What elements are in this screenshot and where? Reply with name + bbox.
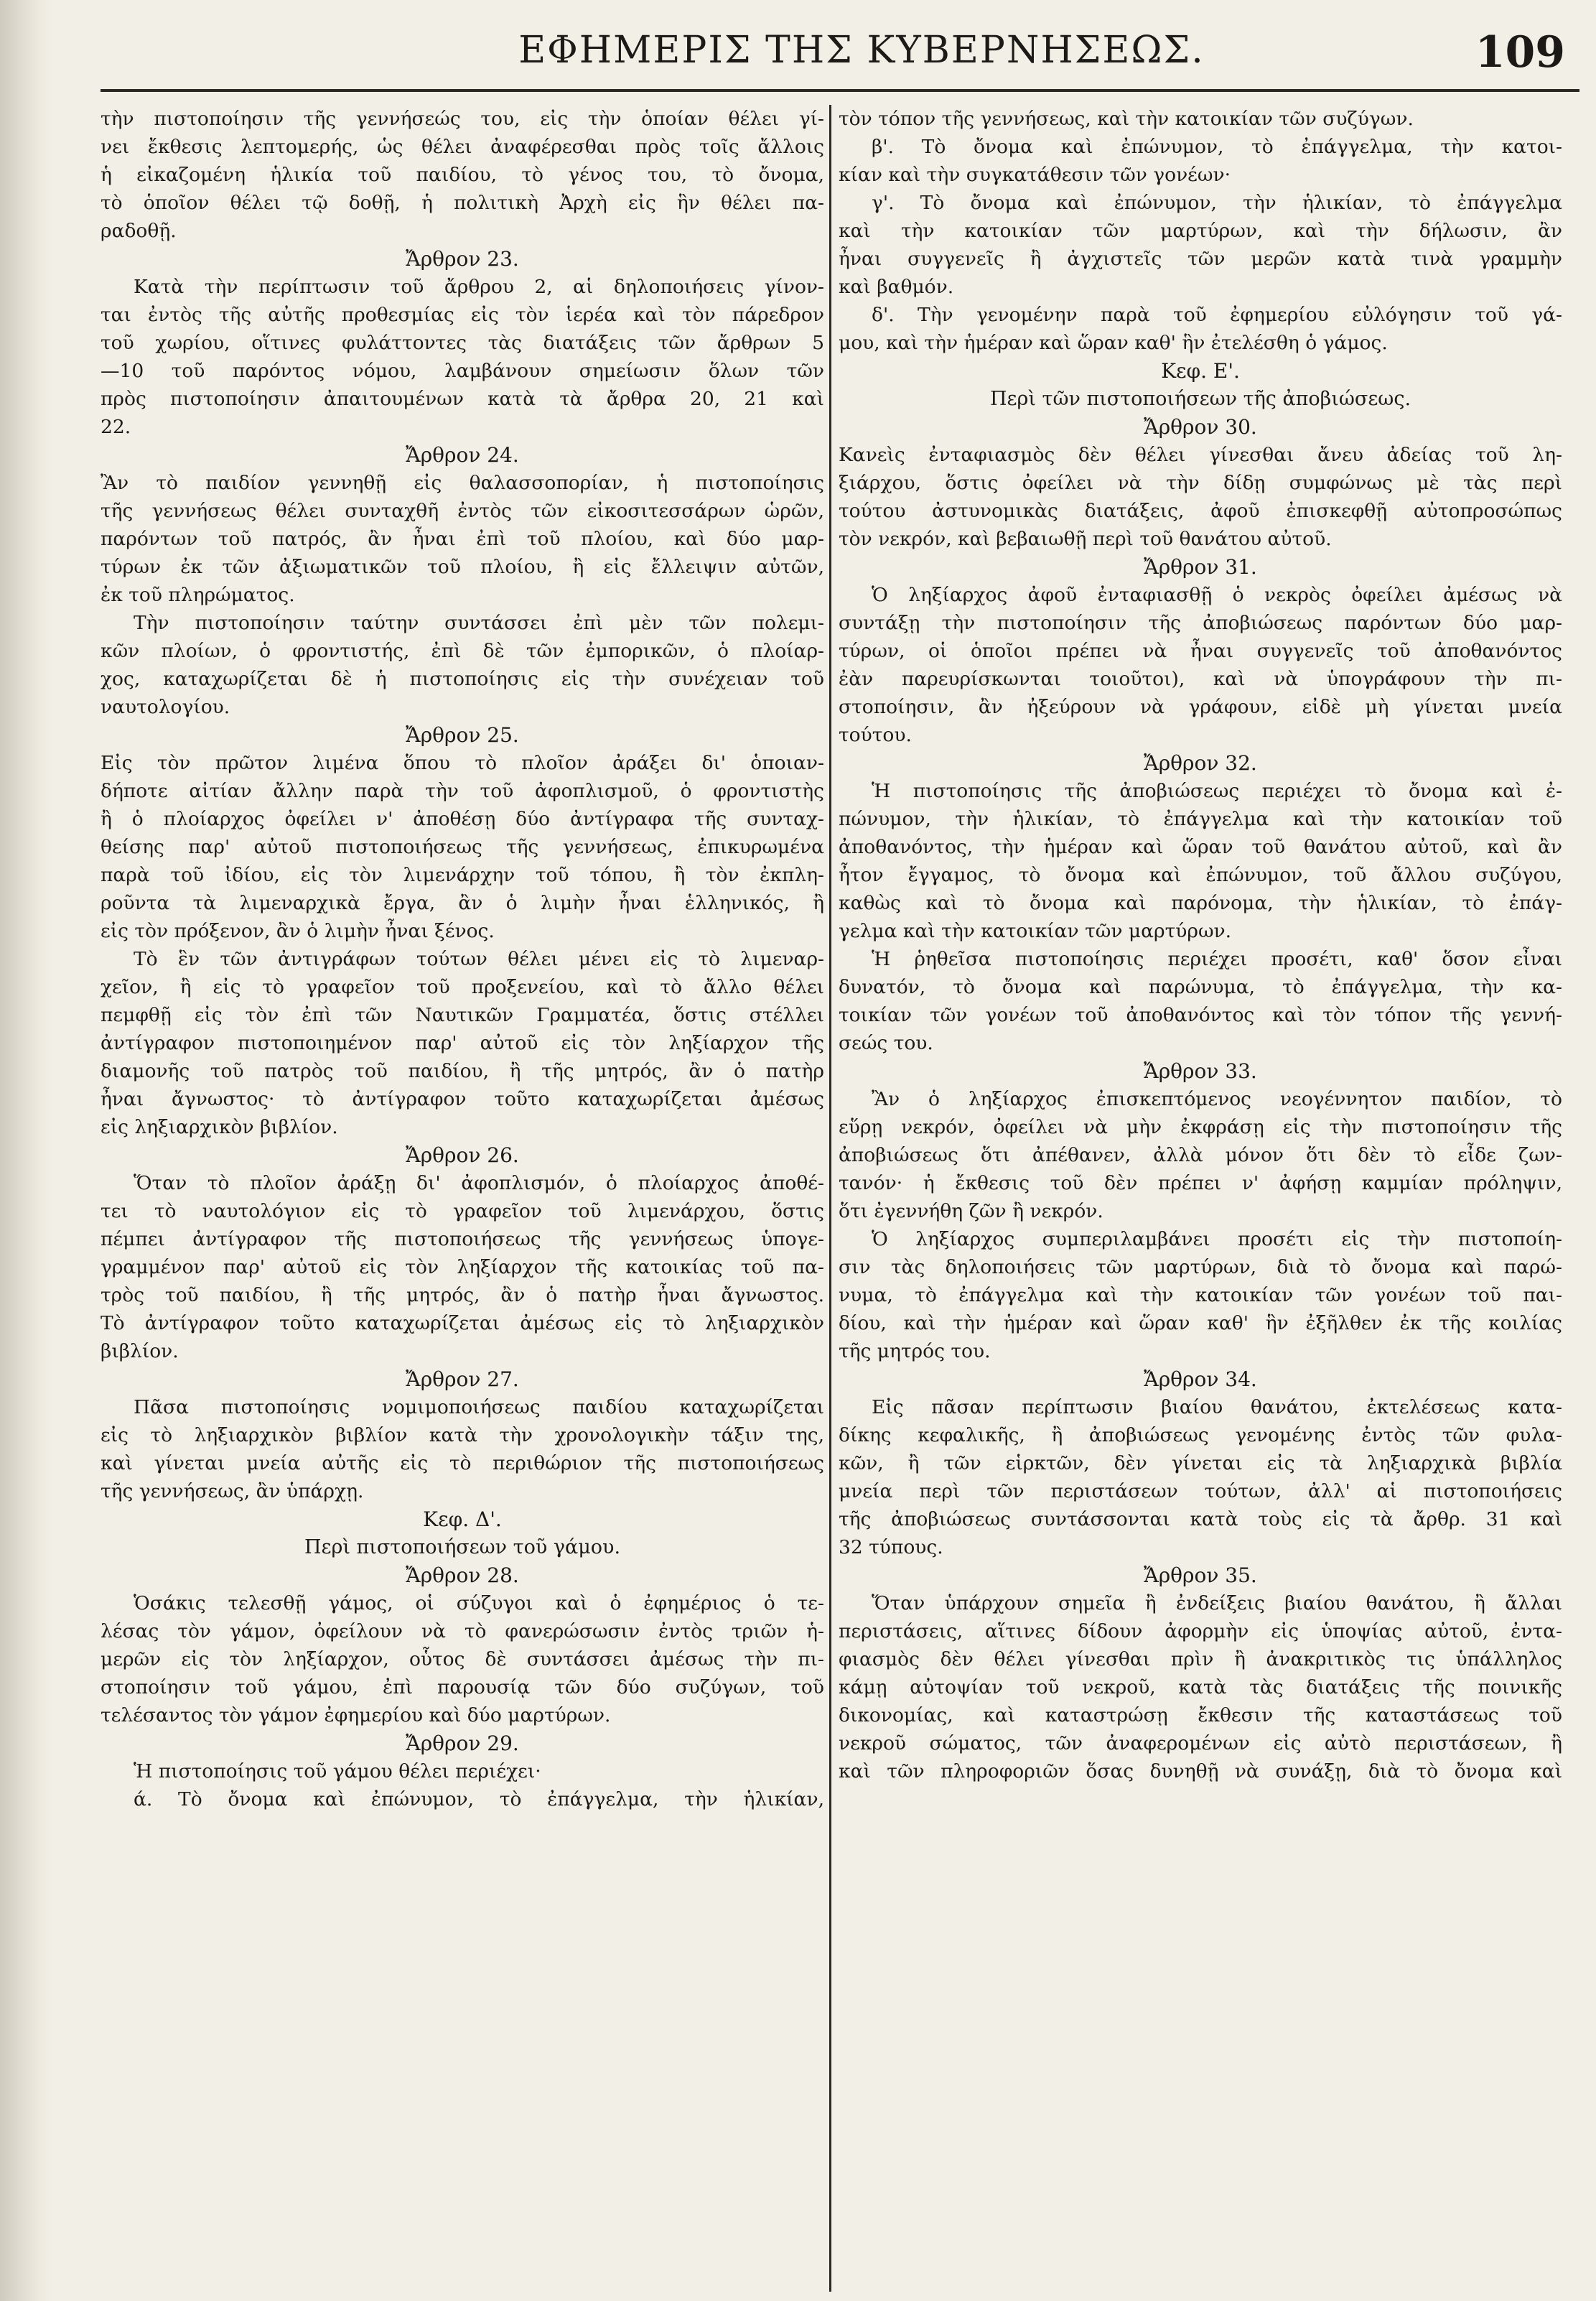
text-line: Ὁ ληξίαρχος συμπεριλαμβάνει προσέτι εἰς τὴν πιστοποίη-: [872, 1228, 1562, 1250]
text-line: γραμμένον παρ' αὐτοῦ εἰς τὸν ληξίαρχον τῆς κατοικίας τοῦ πα-: [101, 1256, 824, 1278]
text-line: Εἰς τὸν πρῶτον λιμένα ὅπου τὸ πλοῖον ἀράξει δι' ὁποιαν-: [101, 752, 824, 774]
text-line: ἢ ὁ πλοίαρχος ὀφείλει ν' ἀποθέσῃ δύο ἀντίγραφα τῆς συνταχ-: [101, 808, 824, 830]
text-line: εἰς τὸν πρόξενον, ἂν ὁ λιμὴν ἦναι ξένος.: [101, 920, 495, 942]
text-line: ἦναι συγγενεῖς ἢ ἀγχιστεῖς τῶν μερῶν κατὰ τινὰ γραμμὴν: [839, 248, 1562, 270]
text-line: δίκης κεφαλικῆς, ἢ ἀποβιώσεως γενομένης ἐντὸς τῶν φυλα-: [839, 1424, 1562, 1446]
section-heading: Κεφ. Ε'.: [1161, 359, 1240, 383]
text-line: τὴν πιστοποίησιν τῆς γεννήσεώς του, εἰς τὴν ὁποίαν θέλει γί-: [101, 108, 824, 130]
section-heading: Ἄρθρον 34.: [1144, 1367, 1257, 1391]
text-line: Ἡ πιστοποίησις τοῦ γάμου θέλει περιέχει·: [134, 1760, 541, 1782]
text-line: νεκροῦ σώματος, τῶν ἀναφερομένων εἰς αὐτὸ περιστάσεων, ἢ: [839, 1732, 1562, 1754]
text-line: φιασμὸς δὲν θέλει γίνεσθαι πρὶν ἢ ἀνακριτικὸς τις ὑπάλληλος: [839, 1648, 1562, 1670]
text-line: Εἰς πᾶσαν περίπτωσιν βιαίου θανάτου, ἐκτελέσεως κατα-: [872, 1396, 1562, 1418]
text-line: τύρων ἐκ τῶν ἀξιωματικῶν τοῦ πλοίου, ἢ εἰς ἔλλειψιν αὐτῶν,: [101, 556, 824, 578]
text-line: διαμονῆς τοῦ πατρὸς τοῦ παιδίου, ἢ τῆς μητρός, ἂν ὁ πατὴρ: [101, 1060, 824, 1082]
text-line: θείσης παρ' αὐτοῦ πιστοποιήσεως τῆς γεννήσεως, ἐπικυρωμένα: [101, 836, 824, 858]
text-line: ἀποβιώσεως ὅτι ἀπέθανεν, ἀλλὰ μόνον ὅτι δὲν τὸ εἶδε ζων-: [839, 1144, 1562, 1166]
text-line: καθὼς καὶ τὸ ὄνομα καὶ παρόνομα, τὴν ἡλικίαν, τὸ ἐπάγ-: [839, 892, 1562, 914]
section-heading: Ἄρθρον 24.: [406, 443, 519, 467]
text-line: Ἡ πιστοποίησις τῆς ἀποβιώσεως περιέχει τὸ ὄνομα καὶ ἐ-: [872, 780, 1562, 802]
text-line: κῶν πλοίων, ὁ φροντιστής, ἐπὶ δὲ τῶν ἐμπορικῶν, ὁ πλοίαρ-: [101, 640, 824, 662]
text-line: σεώς του.: [839, 1032, 933, 1054]
text-line: Ὁ ληξίαρχος ἀφοῦ ἐνταφιασθῇ ὁ νεκρὸς ὀφείλει ἀμέσως νὰ: [872, 584, 1562, 606]
text-line: τῆς ἀποβιώσεως συντάσσονται κατὰ τοὺς εἰς τὰ ἄρθρ. 31 καὶ: [839, 1508, 1562, 1530]
text-line: τῆς γεννήσεως, ἂν ὑπάρχῃ.: [101, 1480, 364, 1502]
text-line: τῆς γεννήσεως θέλει συνταχθῆ ἐντὸς τῶν εἰκοσιτεσσάρων ὡρῶν,: [101, 500, 824, 522]
text-line: συντάξῃ τὴν πιστοποίησιν τῆς ἀποβιώσεως παρόντων δύο μαρ-: [839, 612, 1562, 634]
text-line: τούτου ἀστυνομικὰς διατάξεις, ἀφοῦ ἐπισκεφθῇ αὐτοπροσώπως: [839, 500, 1562, 522]
text-line: καὶ τῶν πληροφοριῶν ὅσας δυνηθῇ νὰ συνάξῃ, διὰ τὸ ὄνομα καὶ: [839, 1760, 1562, 1782]
text-line: καὶ βαθμόν.: [839, 276, 954, 298]
text-line: ά. Τὸ ὄνομα καὶ ἐπώνυμον, τὸ ἐπάγγελμα, τὴν ἡλικίαν,: [134, 1788, 824, 1810]
text-line: ὅτι ἐγεννήθη ζῶν ἢ νεκρόν.: [839, 1200, 1103, 1222]
text-line: Τὸ ἓν τῶν ἀντιγράφων τούτων θέλει μένει εἰς τὸ λιμεναρ-: [134, 948, 824, 970]
text-line: Κανεὶς ἐνταφιασμὸς δὲν θέλει γίνεσθαι ἄνευ ἀδείας τοῦ λη-: [839, 444, 1562, 466]
text-line: τρὸς τοῦ παιδίου, ἢ τῆς μητρός, ἂν ὁ πατὴρ ἦναι ἄγνωστος.: [101, 1284, 824, 1306]
text-line: Ὅταν τὸ πλοῖον ἀράξῃ δι' ἀφοπλισμόν, ὁ πλοίαρχος ἀποθέ-: [134, 1172, 824, 1194]
text-line: τούτου.: [839, 724, 912, 746]
section-heading: Ἄρθρον 26.: [406, 1143, 519, 1167]
text-line: Ὁσάκις τελεσθῇ γάμος, οἱ σύζυγοι καὶ ὁ ἐφημέριος ὁ τε-: [134, 1592, 824, 1614]
text-line: ἐὰν παρευρίσκωνται τοιοῦτοι), καὶ νὰ ὑπογράφουν τὴν πι-: [839, 668, 1562, 690]
section-heading: Ἄρθρον 23.: [406, 247, 519, 271]
chapter-title: Περὶ πιστοποιήσεων τοῦ γάμου.: [304, 1536, 621, 1558]
text-line: ραδοθῇ.: [101, 220, 177, 242]
text-line: τῆς μητρός του.: [839, 1340, 991, 1362]
text-line: τει τὸ ναυτολόγιον εἰς τὸ γραφεῖον τοῦ λιμενάρχου, ὅστις: [101, 1200, 824, 1222]
text-line: τελέσαντος τὸν γάμον ἐφημερίου καὶ δύο μαρτύρων.: [101, 1704, 611, 1726]
text-line: Ἂν ὁ ληξίαρχος ἐπισκεπτόμενος νεογέννητον παιδίον, τὸ: [872, 1088, 1562, 1110]
text-line: κάμῃ αὐτοψίαν τοῦ νεκροῦ, κατὰ τὰς διατάξεις τῆς ποινικῆς: [839, 1676, 1562, 1698]
text-line: στοποίησιν τοῦ γάμου, ἐπὶ παρουσίᾳ τῶν δύο συζύγων, τοῦ: [101, 1676, 824, 1698]
text-line: εἰς ληξιαρχικὸν βιβλίον.: [101, 1116, 338, 1138]
text-line: πέμπει ἀντίγραφον τῆς πιστοποιήσεως τῆς γεννήσεως ὑπογε-: [101, 1228, 824, 1250]
binding-shadow: [0, 0, 53, 2301]
text-line: ἦτον ἔγγαμος, τὸ ὄνομα καὶ ἐπώνυμον, τοῦ ἄλλου συζύγου,: [839, 864, 1562, 886]
text-line: χος, καταχωρίζεται δὲ ἡ πιστοποίησις εἰς τὴν συνέχειαν τοῦ: [101, 668, 824, 690]
section-heading: Ἄρθρον 27.: [406, 1367, 519, 1391]
text-line: κίαν καὶ τὴν συγκατάθεσιν τῶν γονέων·: [839, 164, 1231, 186]
text-line: ἀποθανόντος, τὴν ἡμέραν καὶ ὥραν τοῦ θανάτου αὐτοῦ, καὶ ἂν: [839, 836, 1562, 858]
text-line: πρὸς πιστοποίησιν ἀπαιτουμένων κατὰ τὰ ἄρθρα 20, 21 καὶ: [101, 388, 824, 410]
section-heading: Ἄρθρον 31.: [1144, 555, 1257, 579]
text-line: μου, καὶ τὴν ἡμέραν καὶ ὥραν καθ' ἣν ἐτελέσθη ὁ γάμος.: [839, 332, 1388, 354]
text-line: γ'. Τὸ ὄνομα καὶ ἐπώνυμον, τὴν ἡλικίαν, τὸ ἐπάγγελμα: [872, 192, 1562, 214]
text-line: εἰς τὸ ληξιαρχικὸν βιβλίον κατὰ τὴν χρονολογικὴν τάξιν της,: [101, 1424, 824, 1446]
text-line: τὸ ὁποῖον θέλει τῷ δοθῇ, ἡ πολιτικὴ Ἀρχὴ εἰς ἣν θέλει πα-: [101, 192, 824, 214]
text-line: τὸν τόπον τῆς γεννήσεως, καὶ τὴν κατοικίαν τῶν συζύγων.: [839, 108, 1414, 130]
text-line: χεῖον, ἢ εἰς τὸ γραφεῖον τοῦ προξενείου, καὶ τὸ ἄλλο θέλει: [101, 976, 824, 998]
text-line: ξιάρχου, ὅστις ὀφείλει νὰ τὴν δίδῃ συμφώνως μὲ τὰς περὶ: [839, 472, 1562, 494]
text-line: ται ἐντὸς τῆς αὐτῆς προθεσμίας εἰς τὸν ἱερέα καὶ τὸν πάρεδρον: [101, 304, 824, 326]
text-line: στοποίησιν, ἂν ἠξεύρουν νὰ γράφουν, εἰδὲ μὴ γίνεται μνεία: [839, 696, 1562, 718]
section-heading: Ἄρθρον 30.: [1144, 415, 1257, 439]
text-line: νυμα, τὸ ἐπάγγελμα καὶ τὴν κατοικίαν τῶν γονέων τοῦ παι-: [839, 1284, 1562, 1306]
text-line: βιβλίον.: [101, 1340, 179, 1362]
text-line: καὶ γίνεται μνεία αὐτῆς εἰς τὸ περιθώριον τῆς πιστοποιήσεως: [101, 1452, 824, 1474]
section-heading: Ἄρθρον 25.: [406, 723, 519, 747]
section-heading: Ἄρθρον 33.: [1144, 1059, 1257, 1083]
text-line: τοικίαν τῶν γονέων τοῦ ἀποθανόντος καὶ τὸν τόπον τῆς γεννή-: [839, 1004, 1562, 1026]
text-line: τὸν νεκρόν, καὶ βεβαιωθῇ περὶ τοῦ θανάτου αὐτοῦ.: [839, 528, 1332, 550]
text-line: δυνατόν, τὸ ὄνομα καὶ παρώνυμα, τὸ ἐπάγγελμα, τὴν κα-: [839, 976, 1562, 998]
text-line: 32 τύπους.: [839, 1536, 943, 1558]
chapter-title: Περὶ τῶν πιστοποιήσεων τῆς ἀποβιώσεως.: [989, 388, 1411, 410]
running-head: ΕΦΗΜΕΡΙΣ ΤΗΣ ΚΥΒΕΡΝΗΣΕΩΣ.: [518, 29, 1205, 72]
page-number: 109: [1475, 27, 1565, 78]
text-line: τοῦ χωρίου, οἵτινες φυλάττοντες τὰς διατάξεις τῶν ἄρθρων 5: [101, 332, 824, 354]
text-line: ναυτολογίου.: [101, 696, 230, 718]
left-column: [101, 105, 824, 2292]
section-heading: Ἄρθρον 29.: [406, 1731, 519, 1755]
text-line: παρόντων τοῦ πατρός, ἂν ἦναι ἐπὶ τοῦ πλοίου, καὶ δύο μαρ-: [101, 528, 824, 550]
text-line: ἐκ τοῦ πληρώματος.: [101, 584, 295, 606]
text-line: δικονομίας, καὶ καταστρώσῃ ἔκθεσιν τῆς καταστάσεως τοῦ: [839, 1704, 1562, 1726]
section-heading: Ἄρθρον 32.: [1144, 751, 1257, 775]
text-line: πώνυμον, τὴν ἡλικίαν, τὸ ἐπάγγελμα καὶ τὴν κατοικίαν τοῦ: [839, 808, 1562, 830]
column-divider: [829, 105, 831, 2292]
text-line: πεμφθῇ εἰς τὸν ἐπὶ τῶν Ναυτικῶν Γραμματέα, ὅστις στέλλει: [101, 1004, 824, 1026]
right-column: [839, 105, 1562, 2292]
text-line: Ἂν τὸ παιδίον γεννηθῇ εἰς θαλασσοπορίαν, ἡ πιστοποίησις: [101, 472, 824, 494]
text-line: Κατὰ τὴν περίπτωσιν τοῦ ἄρθρου 2, αἱ δηλοποιήσεις γίνον-: [134, 276, 824, 298]
text-line: λέσας τὸν γάμον, ὀφείλουν νὰ τὸ φανερώσωσιν ἐντὸς τριῶν ἡ-: [101, 1620, 824, 1642]
text-line: Πᾶσα πιστοποίησις νομιμοποιήσεως παιδίου καταχωρίζεται: [134, 1396, 824, 1418]
section-heading: Ἄρθρον 35.: [1144, 1563, 1257, 1587]
text-line: δ'. Τὴν γενομένην παρὰ τοῦ ἐφημερίου εὐλόγησιν τοῦ γά-: [872, 304, 1562, 326]
section-heading: Ἄρθρον 28.: [406, 1563, 519, 1587]
text-line: ἦναι ἄγνωστος· τὸ ἀντίγραφον τοῦτο καταχωρίζεται ἀμέσως: [101, 1088, 824, 1110]
text-line: γελμα καὶ τὴν κατοικίαν τῶν μαρτύρων.: [839, 920, 1232, 942]
text-line: δίου, καὶ τὴν ἡμέραν καὶ ὥραν καθ' ἣν ἐξῆλθεν ἐκ τῆς κοιλίας: [839, 1312, 1562, 1334]
text-line: Τὸ ἀντίγραφον τοῦτο καταχωρίζεται ἀμέσως εἰς τὸ ληξιαρχικὸν: [101, 1312, 824, 1334]
text-line: ἀντίγραφον πιστοποιημένον παρ' αὐτοῦ εἰς τὸν ληξίαρχον τῆς: [101, 1032, 824, 1054]
text-line: τανόν· ἡ ἔκθεσις τοῦ δὲν πρέπει ν' ἀφήσῃ καμμίαν πρόληψιν,: [839, 1172, 1562, 1194]
text-line: ροῦντα τὰ λιμεναρχικὰ ἔργα, ἂν ὁ λιμὴν ἦναι ἑλληνικός, ἢ: [101, 892, 824, 914]
text-line: τύρων, οἱ ὁποῖοι πρέπει νὰ ἦναι συγγενεῖς τοῦ ἀποθανόντος: [839, 640, 1562, 662]
text-line: σιν τὰς δηλοποιήσεις τῶν μαρτύρων, διὰ τὸ ὄνομα καὶ παρώ-: [839, 1256, 1562, 1278]
page-header: [101, 27, 1565, 82]
text-line: κῶν, ἢ τῶν εἱρκτῶν, δὲν γίνεται εἰς τὰ ληξιαρχικὰ βιβλία: [839, 1452, 1562, 1474]
text-line: 22.: [101, 416, 131, 438]
text-line: δήποτε αἰτίαν ἄλλην παρὰ τὴν τοῦ ἀφοπλισμοῦ, ὁ φροντιστὴς: [101, 780, 824, 802]
text-line: —10 τοῦ παρόντος νόμου, λαμβάνουν σημείωσιν ὅλων τῶν: [101, 360, 824, 382]
text-line: περιστάσεις, αἵτινες δίδουν ἀφορμὴν εἰς ὑποψίας αὐτοῦ, ἐντα-: [839, 1620, 1562, 1642]
text-line: παρὰ τοῦ ἰδίου, εἰς τὸν λιμενάρχην τοῦ τόπου, ἢ τὸν ἐκπλη-: [101, 864, 824, 886]
text-line: Τὴν πιστοποίησιν ταύτην συντάσσει ἐπὶ μὲν τῶν πολεμι-: [134, 612, 824, 634]
section-heading: Κεφ. Δ'.: [423, 1507, 502, 1531]
text-line: Ἡ ῥηθεῖσα πιστοποίησις περιέχει προσέτι, καθ' ὅσον εἶναι: [872, 948, 1562, 970]
header-rule: [101, 89, 1579, 92]
text-line: β'. Τὸ ὄνομα καὶ ἐπώνυμον, τὸ ἐπάγγελμα, τὴν κατοι-: [872, 136, 1562, 158]
text-line: μερῶν εἰς τὸν ληξίαρχον, οὗτος δὲ συντάσσει ἀμέσως τὴν πι-: [101, 1648, 824, 1670]
text-line: Ὅταν ὑπάρχουν σημεῖα ἢ ἐνδείξεις βιαίου θανάτου, ἢ ἄλλαι: [872, 1592, 1562, 1614]
text-line: καὶ τὴν κατοικίαν τῶν μαρτύρων, καὶ τὴν δήλωσιν, ἂν: [839, 220, 1562, 242]
text-line: ἡ εἰκαζομένη ἡλικία τοῦ παιδίου, τὸ γένος του, τὸ ὄνομα,: [101, 164, 824, 186]
text-line: νει ἔκθεσις λεπτομερής, ὡς θέλει ἀναφέρεσθαι πρὸς τοῖς ἄλλοις: [101, 136, 824, 158]
text-line: μνεία περὶ τῶν περιστάσεων τούτων, ἀλλ' αἱ πιστοποιήσεις: [839, 1480, 1562, 1502]
text-line: εὕρῃ νεκρόν, ὀφείλει νὰ μὴν ἐκφράσῃ εἰς τὴν πιστοποίησιν τῆς: [839, 1116, 1562, 1138]
